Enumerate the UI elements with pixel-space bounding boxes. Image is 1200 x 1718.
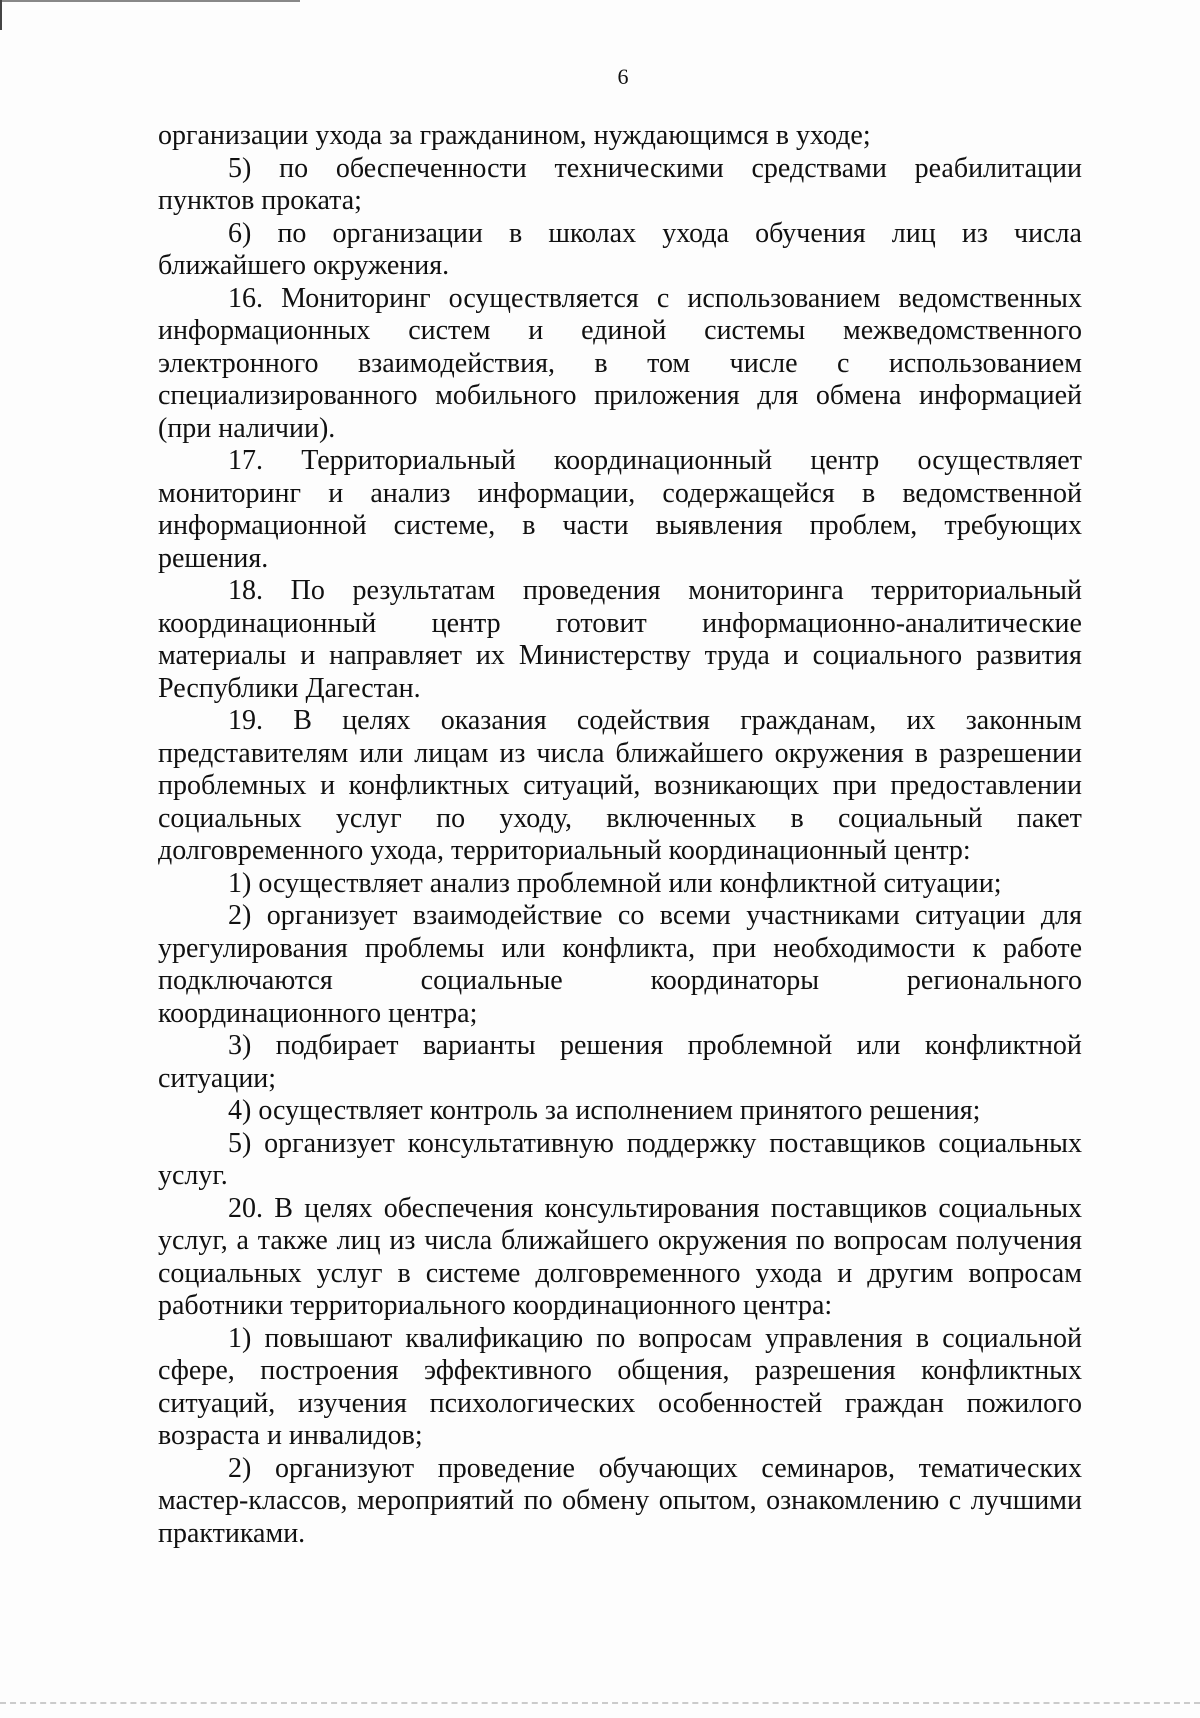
word: по [279,152,309,184]
word: проблем, [809,510,918,541]
scan-edge-bottom [0,1702,1200,1718]
word: использованием [687,282,881,314]
word: координационный [553,445,773,476]
word: социальной [942,1322,1082,1354]
word: включенных [606,802,757,834]
text-line [158,705,1082,738]
word: В [293,705,312,736]
word: в [861,477,876,509]
word: или [359,737,404,769]
word: осуществляется [448,282,639,314]
word: Территориальный [301,445,516,476]
word: социальных [938,1192,1082,1224]
word: лицам [414,737,489,769]
word: к [972,932,986,964]
word: с [948,1485,962,1516]
word: изучения [298,1387,407,1419]
word: лиц [336,1225,381,1256]
word: готовит [556,607,647,639]
word: проведение [437,1452,575,1484]
text-line [158,933,1082,966]
text-line [158,380,1082,413]
word: специализированного [158,380,418,411]
word: общения, [617,1355,730,1386]
word: материалы [158,640,287,671]
word: единой [581,315,667,346]
scan-edge-left [0,0,2,30]
text-line: возраста и инвалидов; [158,1420,423,1451]
word: 1) [228,1322,252,1354]
word: консультирования [544,1192,760,1224]
word: из [499,737,526,769]
text-line: (при наличии). [158,412,336,444]
text-line [158,803,1082,836]
word: гражданам, [740,705,877,736]
word: окружения [657,1225,787,1256]
word: проблемных [158,770,307,801]
word: социальных [158,802,302,834]
word: по [436,802,466,834]
word: и [320,770,336,801]
word: ухода [662,217,730,249]
word: повышают [264,1322,393,1354]
text-line [158,218,1082,251]
word: социальные [420,965,563,996]
text-line [158,510,1082,543]
word: поставщиков [770,1192,928,1224]
word: представителям [158,737,349,769]
word: ближайшего [500,1225,650,1256]
word: осуществляет [917,445,1082,476]
word: для [1040,900,1082,931]
word: мониторинга [688,575,844,606]
word: разрешении [939,737,1082,769]
word: вопросам [638,1322,753,1354]
text-line [158,348,1082,381]
word: разрешения [754,1355,896,1386]
word: по [795,1225,825,1256]
word: целях [342,705,411,736]
word: пакет [1016,802,1082,834]
word: средствами [751,152,887,184]
word: конфликтной [924,1030,1082,1061]
word: подбирает [275,1030,399,1061]
word: поддержку [626,1127,757,1159]
text-line: ближайшего окружения. [158,250,450,281]
word: с [836,347,850,379]
word: и [528,315,544,346]
word: получения [956,1225,1082,1256]
word: ухода [755,1257,823,1289]
word: при [712,932,757,964]
word: в [914,737,929,769]
word: поставщиков [769,1127,926,1159]
word: 17. [228,445,263,476]
word: ознакомлению [766,1485,940,1516]
word: при [832,770,877,801]
word: социальных [938,1127,1082,1159]
word: обмена [815,380,902,411]
text-line [158,1323,1082,1356]
word: всеми [659,900,731,931]
word: подключаются [158,965,333,996]
word: конфликтных [348,770,510,801]
word: Министерству [518,640,691,671]
word: целях [304,1192,373,1224]
word: уходу, [499,802,572,834]
text-line [158,575,1082,608]
word: лиц [891,217,936,249]
word: для [757,380,799,411]
text-line [158,965,1082,998]
document-body [158,120,1082,1550]
text-line [158,1128,1082,1161]
word: использованием [888,347,1082,379]
word: психологических [429,1387,636,1419]
word: варианты [422,1030,536,1061]
word: мобильного [435,380,577,411]
word: долговременного [535,1257,741,1289]
word: развития [976,640,1082,671]
word: построения [260,1355,399,1386]
word: социальный [838,802,983,834]
word: приложения [594,380,740,411]
word: ситуаций, [158,1387,276,1419]
word: труда [704,640,770,671]
word: системы [704,315,806,346]
word: 2) [228,900,252,931]
word: 5) [228,152,252,184]
text-line [158,1258,1082,1291]
word: информационных [158,315,371,346]
word: также [257,1225,328,1256]
word: социальных [158,1257,302,1289]
word: или [856,1030,901,1061]
word: граждан [844,1387,944,1419]
word: результатам [352,575,496,606]
word: 20. [228,1192,263,1224]
text-line [158,1388,1082,1421]
word: необходимости [773,932,956,964]
word: информационной [158,510,367,541]
text-line [158,445,1082,478]
word: вопросам [968,1257,1082,1289]
word: взаимодействия, [357,347,555,379]
word: в [508,217,523,249]
word: организует [266,900,398,931]
word: обеспеченности [335,152,527,184]
word: ведомственных [898,282,1082,314]
text-line: ситуации; [158,1062,277,1094]
word: реабилитации [914,152,1082,184]
word: и [783,640,799,671]
text-line: пунктов проката; [158,185,362,216]
word: организации [332,217,483,249]
text-line: координационного центра; [158,997,478,1029]
word: законным [965,705,1082,736]
text-line [158,770,1082,803]
text-line [158,608,1082,641]
text-line [158,1030,1082,1063]
text-line [158,900,1082,933]
word: другим [867,1257,954,1289]
text-line [158,738,1082,771]
word: 3) [228,1030,252,1061]
word: по [277,217,307,249]
word: направляет [329,640,462,671]
word: в [397,1257,411,1289]
word: услуг [316,1257,383,1289]
word: числа [1014,217,1082,249]
word: 19. [228,705,263,736]
word: том [647,347,691,379]
word: пожилого [966,1387,1082,1419]
word: 16. [228,282,263,314]
word: территориальный [871,575,1082,606]
word: в [522,510,536,541]
word: из [389,1225,416,1256]
word: информацией [918,380,1082,411]
word: мастер-классов, [158,1485,348,1516]
word: ситуаций, [523,770,641,801]
word: 6) [228,217,252,249]
word: анализ [370,477,451,509]
text-line: 1) осуществляет анализ проблемной или конфликтной ситуации; [228,867,1002,899]
text-line: услуг. [158,1160,228,1191]
word: их [906,705,936,736]
text-line: организации ухода за гражданином, нуждающимся в уходе; [158,120,871,151]
word: в [790,802,804,834]
word: оказания [440,705,547,736]
word: участниками [746,900,900,931]
word: управления [765,1322,903,1354]
word: координаторы [650,965,820,996]
word: эффективного [424,1355,592,1386]
word: проблемной [687,1030,833,1061]
word: 5) [228,1127,252,1159]
word: школах [548,217,637,249]
word: услуг, [158,1225,228,1256]
word: обмену [562,1485,650,1516]
word: работе [1003,932,1082,964]
word: информации, [477,477,636,509]
word: координационный [158,607,377,639]
word: ближайшего [615,737,764,769]
text-line: Республики Дагестан. [158,672,421,704]
word: социального [812,640,963,671]
word: конфликтных [921,1355,1082,1386]
word: систем [408,315,491,346]
word: урегулирования [158,932,348,964]
word: 2) [228,1452,252,1484]
text-line [158,1485,1082,1518]
word: по [523,1485,553,1516]
word: и [300,640,316,671]
text-line: долговременного ухода, территориальный координационный центр: [158,835,971,866]
word: особенностей [658,1387,823,1419]
word: числа [424,1225,493,1256]
word: предоставлении [890,770,1082,801]
word: требующих [944,510,1082,541]
text-line [158,640,1082,673]
word: центр [431,607,501,639]
word: ведомственной [902,477,1082,509]
word: содействия [576,705,710,736]
word: мониторинг [158,477,302,509]
word: семинаров, [761,1452,895,1484]
text-line [158,478,1082,511]
text-line [158,1225,1082,1258]
word: мероприятий [356,1485,515,1516]
word: числе [729,347,798,379]
word: опытом, [658,1485,757,1516]
text-line: решения. [158,542,269,574]
word: содержащейся [662,477,835,509]
word: обучения [755,217,866,249]
text-line: работники территориального координационного центра: [158,1290,833,1321]
page-number: 6 [617,64,629,89]
word: организуют [274,1452,415,1484]
word: числа [536,737,605,769]
word: со [617,900,645,931]
text-line [158,153,1082,186]
word: а [236,1225,249,1256]
scan-edge-top [0,0,300,5]
word: Мониторинг [281,282,431,314]
word: услуг [335,802,402,834]
text-line [158,283,1082,316]
word: регионального [906,965,1082,996]
word: организует [264,1127,395,1159]
text-line [158,315,1082,348]
word: с [656,282,670,314]
word: лучшими [970,1485,1082,1516]
word: и [837,1257,853,1289]
text-line: практиками. [158,1517,306,1549]
word: из [961,217,988,249]
text-line [158,1193,1082,1226]
word: информационно-аналитические [702,607,1082,639]
word: в [594,347,608,379]
word: квалификацию [405,1322,584,1354]
word: По [290,575,325,606]
word: консультативную [407,1127,614,1159]
word: конфликта, [562,932,696,964]
word: обучающих [598,1452,738,1484]
word: проведения [522,575,661,606]
word: проблемы [364,932,485,964]
word: системе, [393,510,496,541]
word: В [274,1192,293,1224]
word: взаимодействие [412,900,603,931]
word: электронного [158,347,319,379]
word: центр [810,445,880,476]
word: 18. [228,575,263,606]
text-line: 4) осуществляет контроль за исполнением принятого решения; [228,1095,981,1126]
word: в [915,1322,930,1354]
word: техническими [554,152,724,184]
word: ситуации [915,900,1026,931]
word: системе [425,1257,521,1289]
text-line [158,1453,1082,1486]
word: межведомственного [843,315,1082,346]
word: части [562,510,629,541]
word: их [475,640,505,671]
word: сфере, [158,1355,235,1386]
word: выявления [655,510,783,541]
word: или [501,932,546,964]
word: вопросам [833,1225,948,1256]
word: по [596,1322,626,1354]
text-line [158,1355,1082,1388]
word: окружения [774,737,904,769]
word: и [328,477,344,509]
word: решения [559,1030,664,1061]
word: возникающих [654,770,820,801]
word: тематических [918,1452,1082,1484]
word: обеспечения [383,1192,534,1224]
